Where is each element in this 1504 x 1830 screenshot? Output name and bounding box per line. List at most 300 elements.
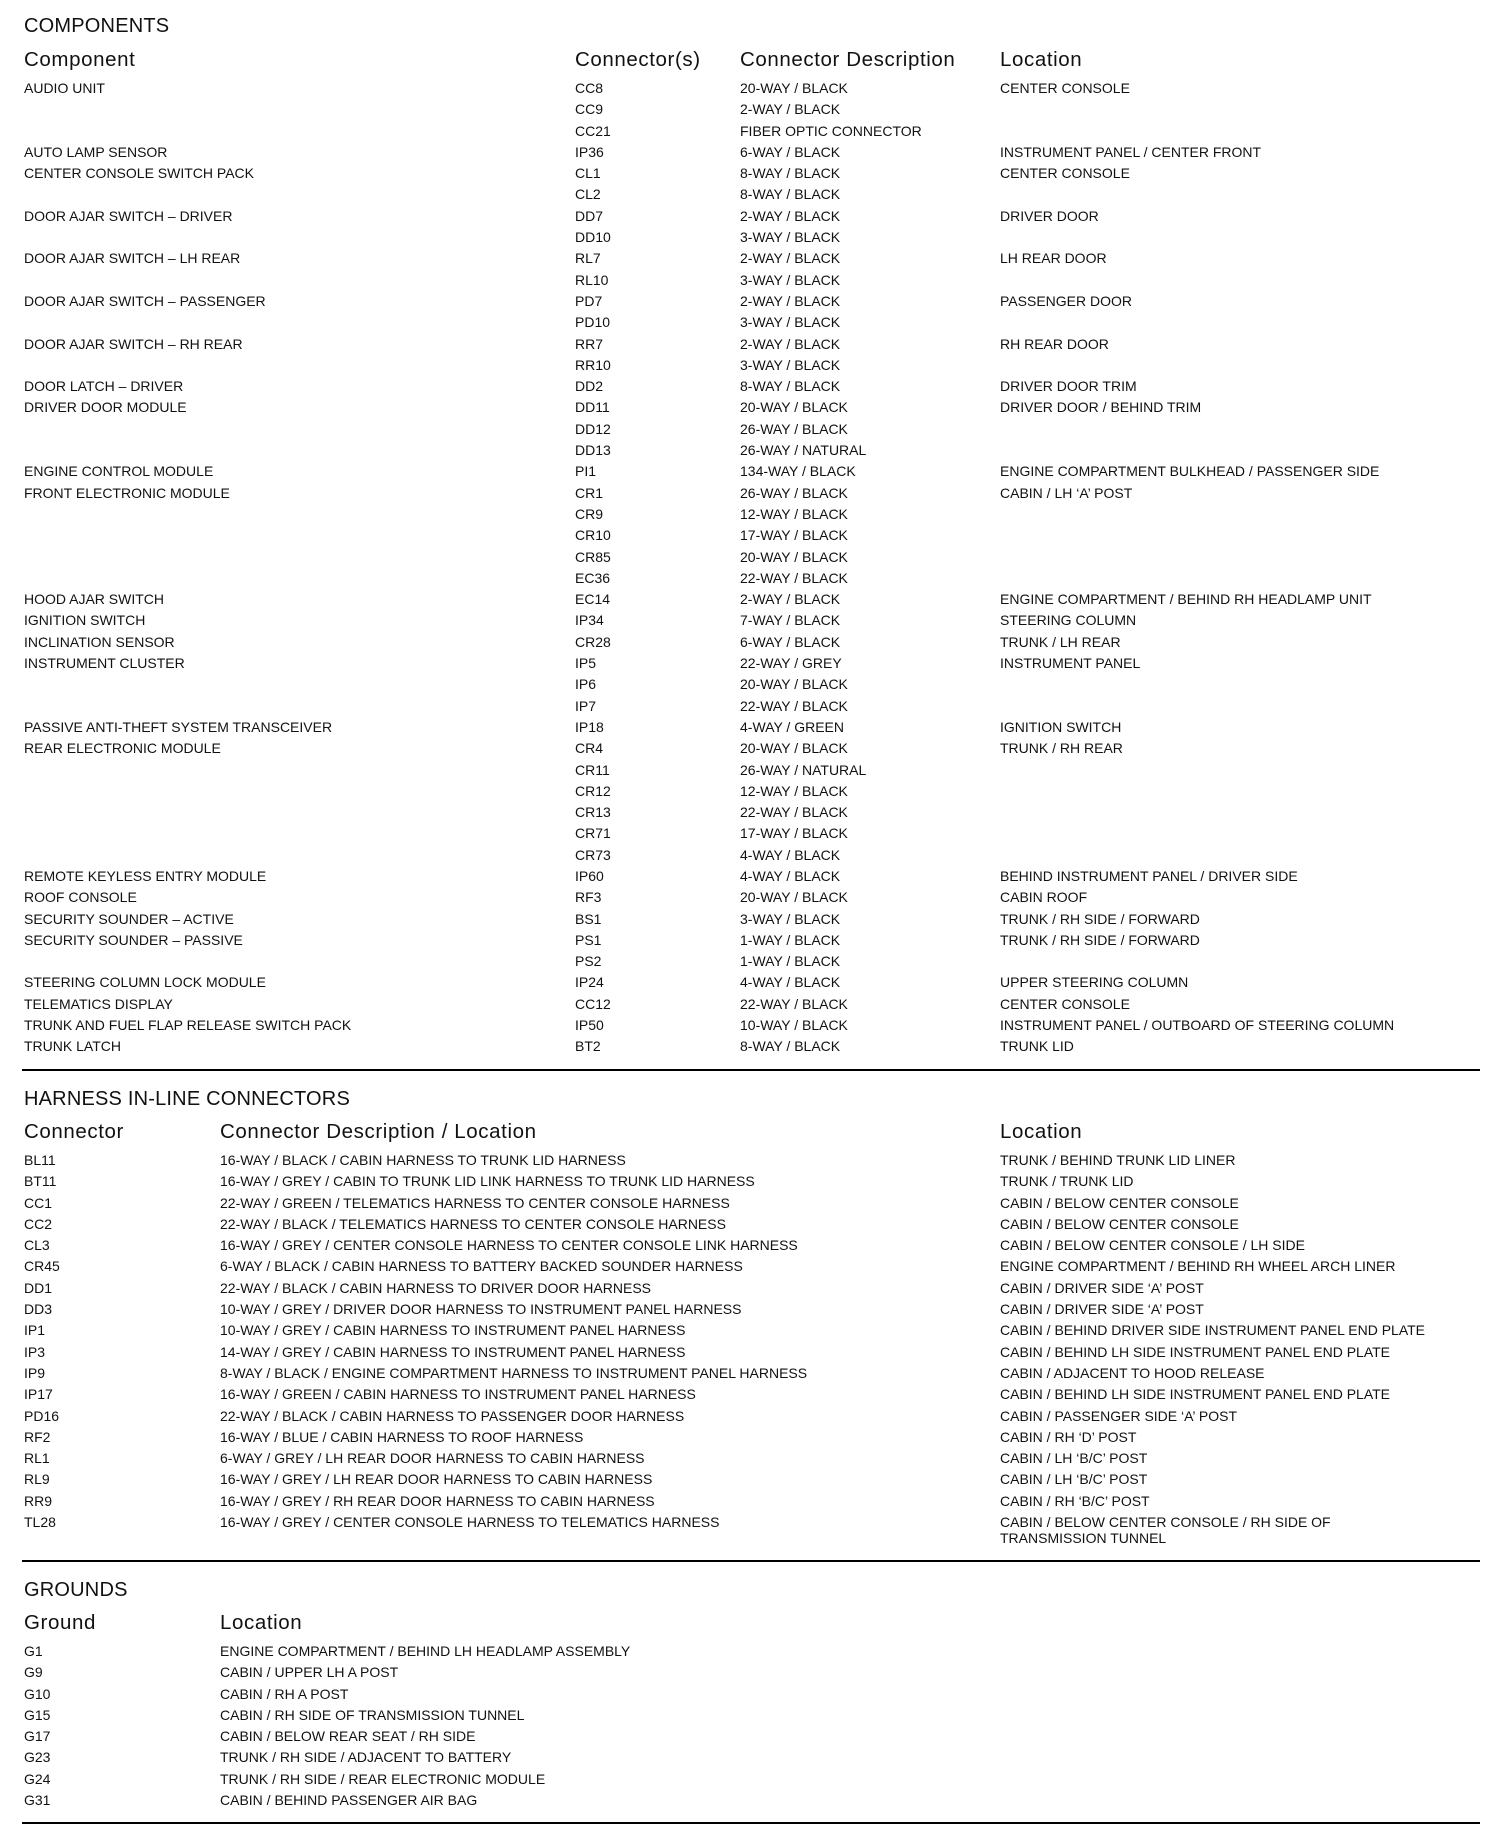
components-header-component: Component	[24, 48, 136, 71]
grounds-table	[0, 1641, 1504, 1811]
divider	[22, 1822, 1480, 1824]
component-name: SECURITY SOUNDER – PASSIVE	[24, 931, 243, 948]
table-row	[0, 440, 1504, 461]
connector-id: RR10	[575, 356, 611, 373]
ground-id: G24	[24, 1770, 51, 1787]
table-row	[0, 1171, 1504, 1192]
ground-location: TRUNK / RH SIDE / REAR ELECTRONIC MODULE	[220, 1770, 546, 1787]
connector-description: 22-WAY / BLACK / CABIN HARNESS TO PASSENGER DOOR HARNESS	[220, 1407, 685, 1424]
table-row	[0, 206, 1504, 227]
component-name: AUDIO UNIT	[24, 80, 105, 96]
connector-id: BS1	[575, 910, 602, 927]
table-row	[0, 547, 1504, 568]
connector-id: RR9	[24, 1492, 53, 1509]
table-row	[0, 760, 1504, 781]
connector-description: 16-WAY / GREY / CENTER CONSOLE HARNESS TO CENTER CONSOLE LINK HARNESS	[220, 1237, 798, 1254]
table-row	[0, 99, 1504, 120]
connector-description: 6-WAY / BLACK	[740, 633, 841, 650]
table-row	[0, 1214, 1504, 1235]
connector-id: CR45	[24, 1258, 60, 1275]
connector-id: CC12	[575, 995, 611, 1012]
components-table	[0, 78, 1504, 1058]
connector-id: EC36	[575, 569, 611, 586]
connector-id: CC8	[575, 80, 604, 96]
connector-location: CABIN / BELOW CENTER CONSOLE / RH SIDE OF TRANSMISSION TUNNEL	[1000, 1514, 1331, 1547]
component-location: CABIN ROOF	[1000, 889, 1088, 906]
component-name: REMOTE KEYLESS ENTRY MODULE	[24, 867, 267, 884]
component-name: PASSIVE ANTI-THEFT SYSTEM TRANSCEIVER	[24, 718, 333, 735]
component-name: DOOR LATCH – DRIVER	[24, 378, 184, 395]
table-row	[0, 142, 1504, 163]
component-name: TRUNK LATCH	[24, 1038, 121, 1055]
table-row	[0, 1342, 1504, 1363]
component-name: AUTO LAMP SENSOR	[24, 143, 168, 160]
table-row	[0, 674, 1504, 695]
connector-description: 20-WAY / BLACK	[740, 80, 848, 96]
connector-id: IP5	[575, 655, 597, 672]
connector-description: 17-WAY / BLACK	[740, 527, 848, 544]
table-row	[0, 291, 1504, 312]
table-row	[0, 184, 1504, 205]
connector-description: 2-WAY / BLACK	[740, 335, 841, 352]
table-row	[0, 504, 1504, 525]
connector-id: PS1	[575, 931, 602, 948]
component-name: CENTER CONSOLE SWITCH PACK	[24, 165, 254, 182]
table-row	[0, 1015, 1504, 1036]
connector-id: EC14	[575, 591, 611, 608]
table-row	[0, 802, 1504, 823]
connector-id: IP3	[24, 1343, 46, 1360]
component-name: IGNITION SWITCH	[24, 612, 146, 629]
component-name: ENGINE CONTROL MODULE	[24, 463, 214, 480]
connector-description: 26-WAY / NATURAL	[740, 761, 867, 778]
table-row	[0, 696, 1504, 717]
ground-id: G9	[24, 1664, 43, 1681]
connector-id: PD10	[575, 314, 611, 331]
connector-description: 16-WAY / GREEN / CABIN HARNESS TO INSTRUMENT PANEL HARNESS	[220, 1386, 696, 1403]
connector-description: 8-WAY / BLACK	[740, 165, 841, 182]
connector-description: 10-WAY / GREY / DRIVER DOOR HARNESS TO INSTRUMENT PANEL HARNESS	[220, 1301, 742, 1318]
connector-description: 134-WAY / BLACK	[740, 463, 856, 480]
table-row	[0, 738, 1504, 759]
divider	[22, 1069, 1480, 1071]
component-location: TRUNK / LH REAR	[1000, 633, 1121, 650]
connector-id: DD3	[24, 1301, 53, 1318]
connector-location: CABIN / BELOW CENTER CONSOLE	[1000, 1215, 1239, 1232]
ground-location: CABIN / BEHIND PASSENGER AIR BAG	[220, 1792, 478, 1809]
connector-id: IP24	[575, 974, 604, 991]
connector-description: 26-WAY / BLACK	[740, 420, 848, 437]
connector-id: IP7	[575, 697, 597, 714]
ground-id: G10	[24, 1685, 51, 1702]
connector-description: 17-WAY / BLACK	[740, 825, 848, 842]
connector-id: RF2	[24, 1428, 51, 1445]
table-row	[0, 823, 1504, 844]
connector-id: CR28	[575, 633, 611, 650]
connector-id: IP1	[24, 1322, 46, 1339]
component-name: DOOR AJAR SWITCH – RH REAR	[24, 335, 243, 352]
connector-id: CL2	[575, 186, 601, 203]
connector-id: CL1	[575, 165, 601, 182]
table-row	[0, 1469, 1504, 1490]
connector-location: CABIN / BEHIND LH SIDE INSTRUMENT PANEL END PLATE	[1000, 1343, 1391, 1360]
component-location: CENTER CONSOLE	[1000, 995, 1130, 1012]
connector-id: CC21	[575, 122, 611, 139]
ground-location: ENGINE COMPARTMENT / BEHIND LH HEADLAMP ASSEMBLY	[220, 1643, 631, 1659]
table-row	[0, 1747, 1504, 1768]
connector-id: RL9	[24, 1471, 50, 1488]
component-location: TRUNK / RH REAR	[1000, 740, 1123, 757]
connector-description: 6-WAY / BLACK / CABIN HARNESS TO BATTERY BACKED SOUNDER HARNESS	[220, 1258, 743, 1275]
harness-table	[0, 1150, 1504, 1547]
connector-id: DD2	[575, 378, 604, 395]
grounds-header-ground: Ground	[24, 1611, 96, 1634]
table-row	[0, 312, 1504, 333]
table-row	[0, 1427, 1504, 1448]
table-row	[0, 653, 1504, 674]
connector-description: 7-WAY / BLACK	[740, 612, 841, 629]
table-row	[0, 1769, 1504, 1790]
table-row	[0, 121, 1504, 142]
component-name: HOOD AJAR SWITCH	[24, 591, 165, 608]
component-location: CENTER CONSOLE	[1000, 80, 1130, 96]
connector-location: CABIN / RH ‘B/C’ POST	[1000, 1492, 1150, 1509]
connector-description: 16-WAY / BLACK / CABIN HARNESS TO TRUNK LID HARNESS	[220, 1152, 626, 1168]
component-name: DRIVER DOOR MODULE	[24, 399, 187, 416]
connector-id: DD1	[24, 1279, 53, 1296]
connector-description: 16-WAY / GREY / LH REAR DOOR HARNESS TO CABIN HARNESS	[220, 1471, 653, 1488]
connector-location: CABIN / DRIVER SIDE ‘A’ POST	[1000, 1301, 1204, 1318]
table-row	[0, 1662, 1504, 1683]
table-row	[0, 568, 1504, 589]
harness-title: HARNESS IN-LINE CONNECTORS	[24, 1088, 350, 1110]
table-row	[0, 909, 1504, 930]
table-row	[0, 419, 1504, 440]
component-location: DRIVER DOOR TRIM	[1000, 378, 1137, 395]
connector-description: 4-WAY / BLACK	[740, 846, 841, 863]
component-name: DOOR AJAR SWITCH – DRIVER	[24, 207, 233, 224]
table-row	[0, 1278, 1504, 1299]
connector-location: TRUNK / BEHIND TRUNK LID LINER	[1000, 1152, 1236, 1168]
ground-location: CABIN / BELOW REAR SEAT / RH SIDE	[220, 1728, 476, 1745]
table-row	[0, 1641, 1504, 1662]
connector-description: 8-WAY / BLACK	[740, 378, 841, 395]
grounds-title: GROUNDS	[24, 1579, 128, 1601]
connector-description: 2-WAY / BLACK	[740, 292, 841, 309]
connector-description: 6-WAY / GREY / LH REAR DOOR HARNESS TO CABIN HARNESS	[220, 1450, 645, 1467]
connector-description: 8-WAY / BLACK / ENGINE COMPARTMENT HARNESS TO INSTRUMENT PANEL HARNESS	[220, 1364, 808, 1381]
component-location: RH REAR DOOR	[1000, 335, 1109, 352]
ground-location: CABIN / RH A POST	[220, 1685, 349, 1702]
connector-id: CR4	[575, 740, 604, 757]
connector-description: 20-WAY / BLACK	[740, 740, 848, 757]
component-name: ROOF CONSOLE	[24, 889, 137, 906]
connector-description: 3-WAY / BLACK	[740, 910, 841, 927]
connector-id: CR85	[575, 548, 611, 565]
table-row	[0, 355, 1504, 376]
connector-location: CABIN / BEHIND DRIVER SIDE INSTRUMENT PANEL END PLATE	[1000, 1322, 1426, 1339]
connector-id: CR73	[575, 846, 611, 863]
connector-description: 22-WAY / GREY	[740, 655, 842, 672]
ground-id: G31	[24, 1792, 51, 1809]
table-row	[0, 248, 1504, 269]
table-row	[0, 972, 1504, 993]
connector-description: 12-WAY / BLACK	[740, 505, 848, 522]
connector-description: 22-WAY / BLACK	[740, 697, 848, 714]
connector-description: 10-WAY / GREY / CABIN HARNESS TO INSTRUMENT PANEL HARNESS	[220, 1322, 686, 1339]
ground-id: G1	[24, 1643, 43, 1659]
ground-id: G23	[24, 1749, 51, 1766]
connector-location: CABIN / LH ‘B/C’ POST	[1000, 1450, 1148, 1467]
component-location: TRUNK / RH SIDE / FORWARD	[1000, 910, 1200, 927]
ground-location: TRUNK / RH SIDE / ADJACENT TO BATTERY	[220, 1749, 512, 1766]
connector-description: FIBER OPTIC CONNECTOR	[740, 122, 922, 139]
connector-id: CC1	[24, 1194, 53, 1211]
connector-location: CABIN / BELOW CENTER CONSOLE	[1000, 1194, 1239, 1211]
component-location: BEHIND INSTRUMENT PANEL / DRIVER SIDE	[1000, 867, 1298, 884]
table-row	[0, 1036, 1504, 1057]
table-row	[0, 866, 1504, 887]
connector-description: 4-WAY / BLACK	[740, 974, 841, 991]
connector-description: 4-WAY / GREEN	[740, 718, 844, 735]
table-row	[0, 1448, 1504, 1469]
connector-description: 20-WAY / BLACK	[740, 889, 848, 906]
connector-id: CR11	[575, 761, 610, 778]
connector-id: CR71	[575, 825, 611, 842]
divider	[22, 1560, 1480, 1562]
table-row	[0, 483, 1504, 504]
grounds-header-location: Location	[220, 1611, 303, 1634]
connector-description: 3-WAY / BLACK	[740, 314, 841, 331]
connector-description: 22-WAY / BLACK	[740, 569, 848, 586]
connector-location: CABIN / DRIVER SIDE ‘A’ POST	[1000, 1279, 1204, 1296]
table-row	[0, 376, 1504, 397]
connector-description: 16-WAY / GREY / RH REAR DOOR HARNESS TO CABIN HARNESS	[220, 1492, 655, 1509]
table-row	[0, 270, 1504, 291]
component-name: STEERING COLUMN LOCK MODULE	[24, 974, 266, 991]
component-name: DOOR AJAR SWITCH – LH REAR	[24, 250, 241, 267]
connector-description: 2-WAY / BLACK	[740, 101, 841, 118]
connector-description: 10-WAY / BLACK	[740, 1017, 848, 1034]
table-row	[0, 334, 1504, 355]
connector-id: IP36	[575, 143, 604, 160]
table-row	[0, 1790, 1504, 1811]
ground-location: CABIN / UPPER LH A POST	[220, 1664, 399, 1681]
ground-location: CABIN / RH SIDE OF TRANSMISSION TUNNEL	[220, 1706, 525, 1723]
component-location: INSTRUMENT PANEL / CENTER FRONT	[1000, 143, 1262, 160]
component-name: DOOR AJAR SWITCH – PASSENGER	[24, 292, 266, 309]
connector-description: 16-WAY / GREY / CABIN TO TRUNK LID LINK HARNESS TO TRUNK LID HARNESS	[220, 1173, 755, 1190]
connector-id: PD7	[575, 292, 603, 309]
table-row	[0, 1299, 1504, 1320]
connector-id: DD10	[575, 229, 611, 246]
connector-description: 22-WAY / BLACK / TELEMATICS HARNESS TO CENTER CONSOLE HARNESS	[220, 1215, 726, 1232]
connector-id: IP6	[575, 676, 597, 693]
component-location: ENGINE COMPARTMENT BULKHEAD / PASSENGER SIDE	[1000, 463, 1380, 480]
table-row	[0, 1150, 1504, 1171]
component-location: UPPER STEERING COLUMN	[1000, 974, 1189, 991]
component-location: STEERING COLUMN	[1000, 612, 1137, 629]
connector-description: 3-WAY / BLACK	[740, 356, 841, 373]
connector-description: 22-WAY / BLACK / CABIN HARNESS TO DRIVER DOOR HARNESS	[220, 1279, 651, 1296]
connector-description: 6-WAY / BLACK	[740, 143, 841, 160]
components-header-connectors: Connector(s)	[575, 48, 701, 71]
connector-id: CR12	[575, 782, 611, 799]
component-name: TELEMATICS DISPLAY	[24, 995, 173, 1012]
components-header-location: Location	[1000, 48, 1083, 71]
table-row	[0, 1363, 1504, 1384]
component-location: DRIVER DOOR	[1000, 207, 1099, 224]
component-name: FRONT ELECTRONIC MODULE	[24, 484, 230, 501]
connector-description: 20-WAY / BLACK	[740, 548, 848, 565]
table-row	[0, 610, 1504, 631]
connector-description: 26-WAY / BLACK	[740, 484, 848, 501]
connector-id: RL10	[575, 271, 609, 288]
connector-description: 1-WAY / BLACK	[740, 953, 841, 970]
connector-description: 8-WAY / BLACK	[740, 186, 841, 203]
connector-id: BL11	[24, 1152, 56, 1168]
connector-description: 22-WAY / GREEN / TELEMATICS HARNESS TO CENTER CONSOLE HARNESS	[220, 1194, 730, 1211]
connector-id: TL28	[24, 1514, 56, 1531]
connector-description: 2-WAY / BLACK	[740, 207, 841, 224]
connector-id: PD16	[24, 1407, 60, 1424]
components-title: COMPONENTS	[24, 15, 170, 37]
table-row	[0, 397, 1504, 418]
connector-description: 22-WAY / BLACK	[740, 995, 848, 1012]
components-header-description: Connector Description	[740, 48, 956, 71]
component-location: DRIVER DOOR / BEHIND TRIM	[1000, 399, 1202, 416]
connector-location: ENGINE COMPARTMENT / BEHIND RH WHEEL ARCH LINER	[1000, 1258, 1396, 1275]
harness-header-description: Connector Description / Location	[220, 1120, 537, 1143]
table-row	[0, 781, 1504, 802]
component-location: CABIN / LH ‘A’ POST	[1000, 484, 1133, 501]
table-row	[0, 930, 1504, 951]
ground-id: G15	[24, 1706, 51, 1723]
table-row	[0, 1406, 1504, 1427]
component-location: TRUNK / RH SIDE / FORWARD	[1000, 931, 1200, 948]
connector-id: CR1	[575, 484, 604, 501]
table-row	[0, 1235, 1504, 1256]
connector-id: CR13	[575, 804, 611, 821]
table-row	[0, 1705, 1504, 1726]
connector-id: PI1	[575, 463, 597, 480]
table-row	[0, 461, 1504, 482]
connector-id: IP18	[575, 718, 604, 735]
harness-header-location: Location	[1000, 1120, 1083, 1143]
table-row	[0, 845, 1504, 866]
connector-description: 22-WAY / BLACK	[740, 804, 848, 821]
connector-location: CABIN / ADJACENT TO HOOD RELEASE	[1000, 1364, 1265, 1381]
connector-description: 2-WAY / BLACK	[740, 591, 841, 608]
ground-id: G17	[24, 1728, 51, 1745]
table-row	[0, 1512, 1504, 1547]
table-row	[0, 1256, 1504, 1277]
table-row	[0, 525, 1504, 546]
connector-id: RR7	[575, 335, 604, 352]
connector-id: DD12	[575, 420, 611, 437]
table-row	[0, 717, 1504, 738]
connector-location: CABIN / BEHIND LH SIDE INSTRUMENT PANEL END PLATE	[1000, 1386, 1391, 1403]
connector-description: 12-WAY / BLACK	[740, 782, 848, 799]
connector-description: 4-WAY / BLACK	[740, 867, 841, 884]
component-name: REAR ELECTRONIC MODULE	[24, 740, 221, 757]
connector-location: CABIN / BELOW CENTER CONSOLE / LH SIDE	[1000, 1237, 1305, 1254]
component-name: INSTRUMENT CLUSTER	[24, 655, 185, 672]
component-name: TRUNK AND FUEL FLAP RELEASE SWITCH PACK	[24, 1017, 352, 1034]
table-row	[0, 632, 1504, 653]
connector-description: 20-WAY / BLACK	[740, 676, 848, 693]
connector-id: DD13	[575, 442, 611, 459]
component-location: CENTER CONSOLE	[1000, 165, 1130, 182]
connector-id: IP60	[575, 867, 604, 884]
connector-id: CL3	[24, 1237, 50, 1254]
component-name: INCLINATION SENSOR	[24, 633, 175, 650]
connector-description: 3-WAY / BLACK	[740, 271, 841, 288]
connector-description: 16-WAY / GREY / CENTER CONSOLE HARNESS TO TELEMATICS HARNESS	[220, 1514, 720, 1531]
table-row	[0, 1726, 1504, 1747]
connector-description: 14-WAY / GREY / CABIN HARNESS TO INSTRUMENT PANEL HARNESS	[220, 1343, 686, 1360]
table-row	[0, 1320, 1504, 1341]
table-row	[0, 78, 1504, 99]
table-row	[0, 1684, 1504, 1705]
connector-id: IP34	[575, 612, 604, 629]
connector-id: IP17	[24, 1386, 53, 1403]
component-location: TRUNK LID	[1000, 1038, 1074, 1055]
connector-description: 3-WAY / BLACK	[740, 229, 841, 246]
connector-id: DD7	[575, 207, 604, 224]
connector-id: CR10	[575, 527, 611, 544]
component-location: PASSENGER DOOR	[1000, 292, 1132, 309]
connector-id: CC9	[575, 101, 604, 118]
component-location: IGNITION SWITCH	[1000, 718, 1122, 735]
table-row	[0, 227, 1504, 248]
connector-description: 16-WAY / BLUE / CABIN HARNESS TO ROOF HARNESS	[220, 1428, 584, 1445]
connector-description: 2-WAY / BLACK	[740, 250, 841, 267]
connector-description: 26-WAY / NATURAL	[740, 442, 867, 459]
connector-description: 8-WAY / BLACK	[740, 1038, 841, 1055]
connector-location: TRUNK / TRUNK LID	[1000, 1173, 1134, 1190]
connector-location: CABIN / PASSENGER SIDE ‘A’ POST	[1000, 1407, 1238, 1424]
connector-location: CABIN / RH ‘D’ POST	[1000, 1428, 1137, 1445]
component-location: LH REAR DOOR	[1000, 250, 1107, 267]
connector-id: RL1	[24, 1450, 50, 1467]
table-row	[0, 589, 1504, 610]
table-row	[0, 951, 1504, 972]
table-row	[0, 1384, 1504, 1405]
connector-location: CABIN / LH ‘B/C’ POST	[1000, 1471, 1148, 1488]
connector-id: CC2	[24, 1215, 53, 1232]
connector-id: PS2	[575, 953, 602, 970]
connector-id: BT11	[24, 1173, 57, 1190]
component-location: ENGINE COMPARTMENT / BEHIND RH HEADLAMP UNIT	[1000, 591, 1372, 608]
table-row	[0, 1491, 1504, 1512]
component-name: SECURITY SOUNDER – ACTIVE	[24, 910, 234, 927]
connector-id: DD11	[575, 399, 610, 416]
connector-description: 1-WAY / BLACK	[740, 931, 841, 948]
table-row	[0, 994, 1504, 1015]
table-row	[0, 887, 1504, 908]
table-row	[0, 163, 1504, 184]
connector-id: RL7	[575, 250, 601, 267]
connector-id: BT2	[575, 1038, 601, 1055]
connector-description: 20-WAY / BLACK	[740, 399, 848, 416]
component-location: INSTRUMENT PANEL	[1000, 655, 1141, 672]
table-row	[0, 1193, 1504, 1214]
connector-id: IP50	[575, 1017, 604, 1034]
connector-id: RF3	[575, 889, 602, 906]
connector-id: IP9	[24, 1364, 46, 1381]
component-location: INSTRUMENT PANEL / OUTBOARD OF STEERING COLUMN	[1000, 1017, 1395, 1034]
